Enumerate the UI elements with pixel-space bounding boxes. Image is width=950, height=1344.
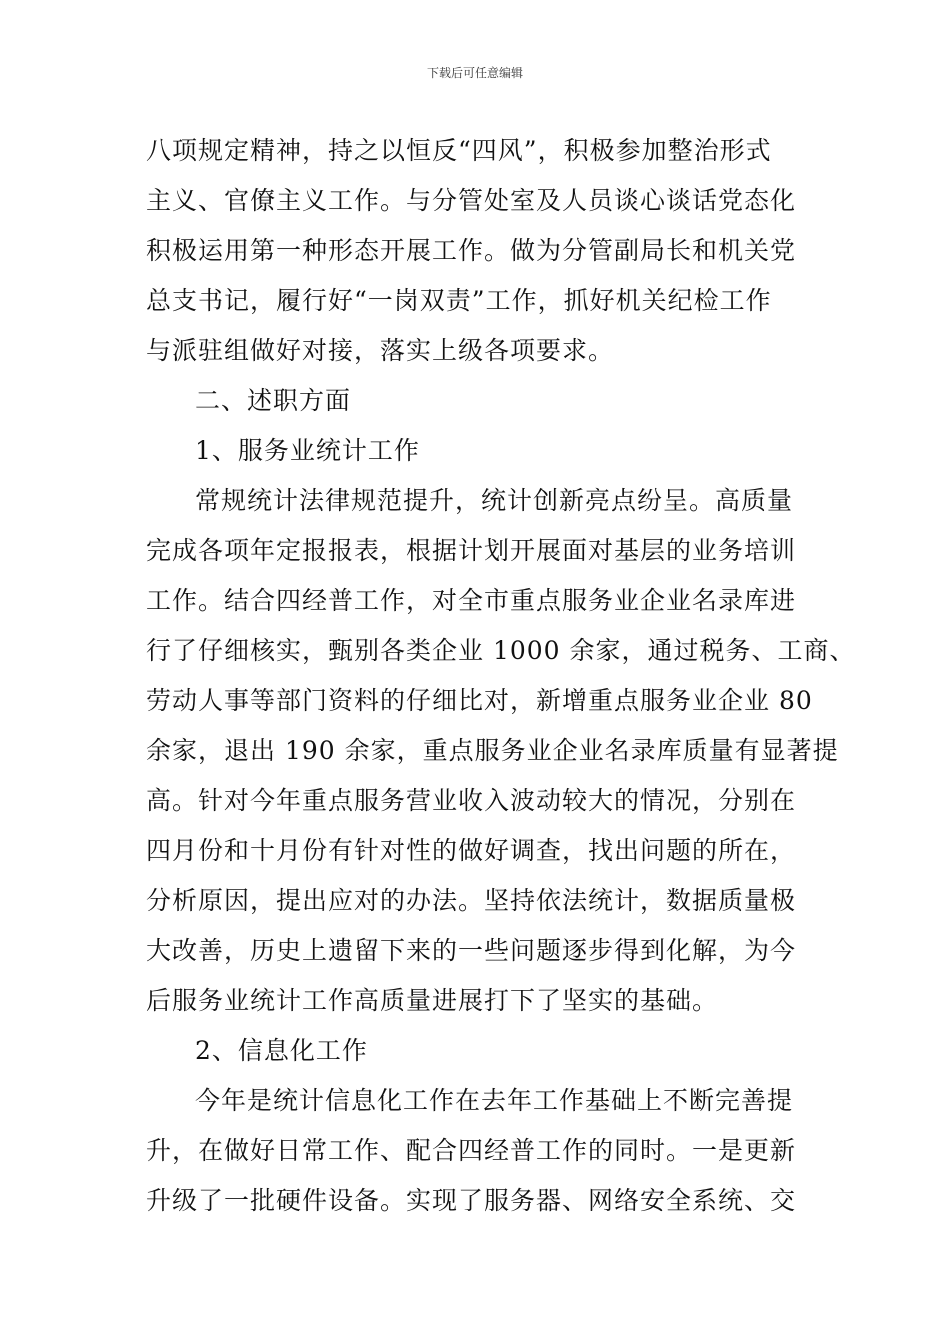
paragraph-first-line: 今年是统计信息化工作在去年工作基础上不断完善提 (195, 1086, 794, 1115)
text-line: 高。针对今年重点服务营业收入波动较大的情况，分别在 (146, 786, 797, 815)
paragraph-first-line: 常规统计法律规范提升，统计创新亮点纷呈。高质量 (195, 486, 794, 515)
text-line: 升级了一批硬件设备。实现了服务器、网络安全系统、交 (146, 1186, 797, 1215)
text-line: 总支书记，履行好“一岗双责”工作，抓好机关纪检工作 (146, 286, 772, 315)
text-line: 劳动人事等部门资料的仔细比对，新增重点服务业企业 80 (146, 686, 813, 715)
text-line: 八项规定精神，持之以恒反“四风”，积极参加整治形式 (146, 136, 772, 165)
subsection-heading: 2、信息化工作 (195, 1036, 368, 1065)
text-line: 大改善，历史上遗留下来的一些问题逐步得到化解，为今 (146, 936, 797, 965)
text-line: 后服务业统计工作高质量进展打下了坚实的基础。 (146, 986, 719, 1015)
text-line: 与派驻组做好对接，落实上级各项要求。 (146, 336, 615, 365)
text-line: 行了仔细核实，甄别各类企业 1000 余家，通过税务、工商、 (146, 636, 856, 665)
text-line: 工作。结合四经普工作，对全市重点服务业企业名录库进 (146, 586, 797, 615)
text-line: 余家，退出 190 余家，重点服务业企业名录库质量有显著提 (146, 736, 839, 765)
text-line: 主义、官僚主义工作。与分管处室及人员谈心谈话党态化 (146, 186, 797, 215)
text-line: 升，在做好日常工作、配合四经普工作的同时。一是更新 (146, 1136, 797, 1165)
section-heading: 二、述职方面 (195, 386, 352, 415)
text-line: 完成各项年定报报表，根据计划开展面对基层的业务培训 (146, 536, 797, 565)
text-line: 积极运用第一种形态开展工作。做为分管副局长和机关党 (146, 236, 797, 265)
page-header: 下载后可任意编辑 (426, 66, 523, 80)
text-line: 四月份和十月份有针对性的做好调查，找出问题的所在， (146, 836, 797, 865)
subsection-heading: 1、服务业统计工作 (195, 436, 420, 465)
text-line: 分析原因，提出应对的办法。坚持依法统计，数据质量极 (146, 886, 797, 915)
